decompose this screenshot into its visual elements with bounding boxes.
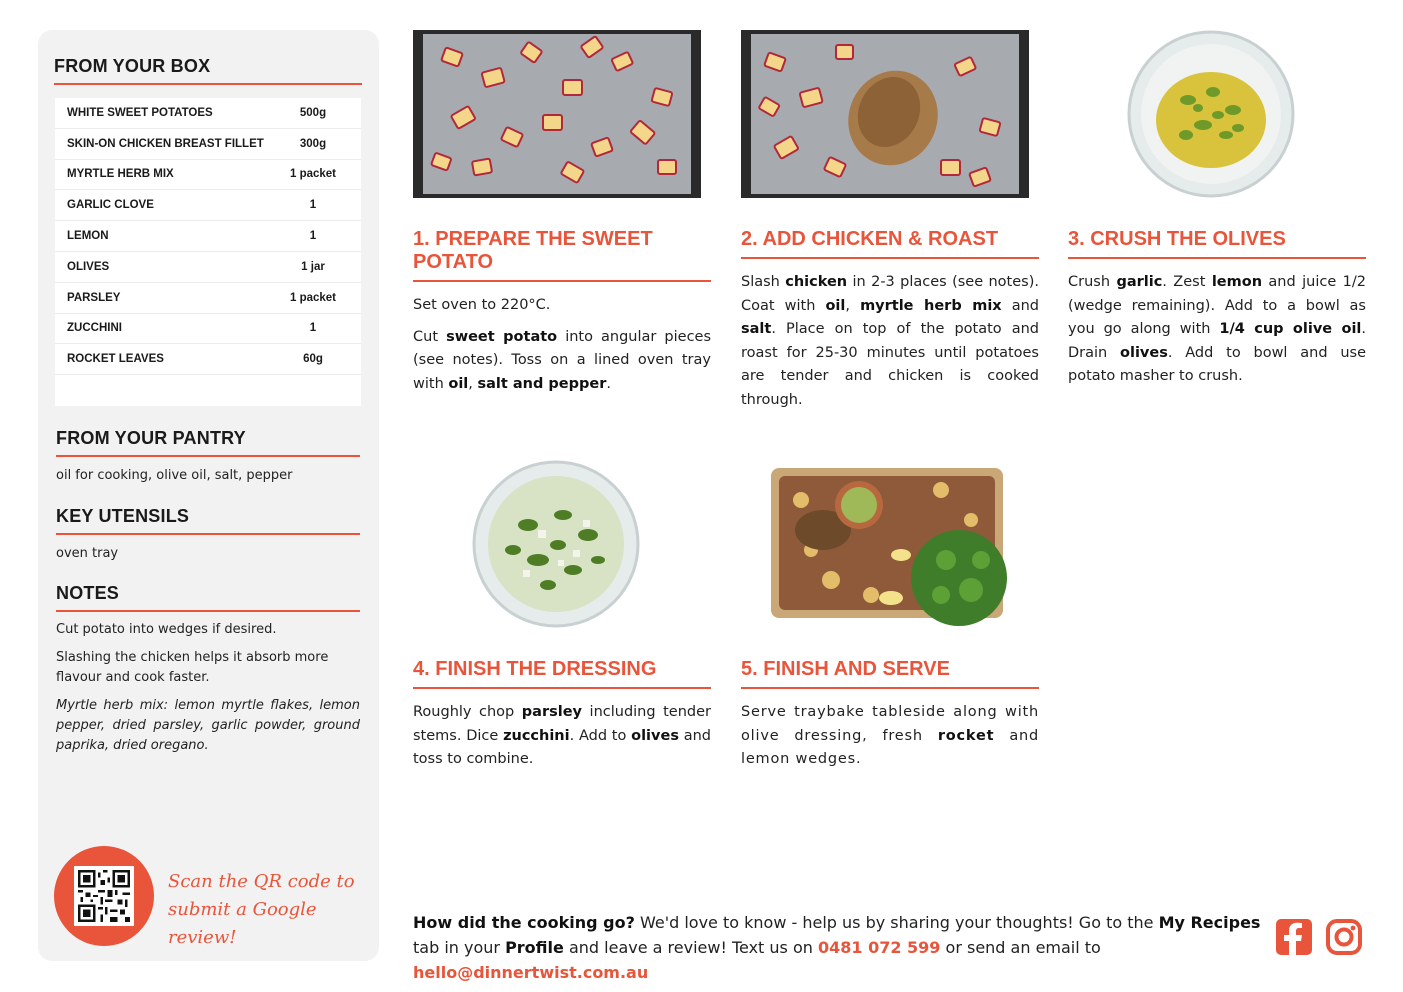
text-run: into angular pieces (see notes). Toss on a lined oven tray with: [413, 328, 712, 392]
feedback-footer: [413, 910, 1263, 985]
step-title: 1. PREPARE THE SWEET POTATO: [413, 228, 711, 282]
step-body: [413, 701, 711, 772]
tray-with-chicken-image: [741, 30, 1029, 198]
step-title: 2. ADD CHICKEN & ROAST: [741, 228, 1039, 259]
notes-heading: NOTES: [56, 583, 360, 612]
step-body: [741, 701, 1039, 772]
text-run: ,: [468, 375, 478, 392]
step-title: 4. FINISH THE DRESSING: [413, 658, 711, 689]
text-run: and juice 1/2 (wedge remaining). Add to a bowl as you go along with: [1068, 274, 1366, 337]
ingredient-row: [55, 160, 361, 191]
phone-link[interactable]: 0481 072 599: [817, 938, 941, 957]
footer-text: or send an email to: [940, 938, 1101, 957]
ingredients-table: [55, 98, 361, 406]
text-run: and lemon wedges.: [741, 727, 1039, 767]
text-run: and: [1001, 297, 1040, 314]
ingredient-qty: 500g: [299, 106, 327, 119]
step-3: [1068, 30, 1366, 389]
ingredient-row: [55, 344, 361, 375]
qr-badge[interactable]: [54, 846, 154, 946]
step-4: [413, 460, 711, 772]
footer-text: tab in your: [413, 938, 506, 957]
crushed-olives-bowl-image: [1068, 30, 1366, 198]
step-5: [741, 460, 1039, 772]
box-heading: FROM YOUR BOX: [54, 56, 362, 85]
ingredient-row: [55, 314, 361, 345]
ingredient-name: OLIVES: [67, 260, 110, 273]
text-run: Serve traybake tableside along with olive dressing, fresh: [741, 704, 1039, 744]
ingredient-qty: 300g: [299, 137, 327, 150]
ingredient-row: [55, 283, 361, 314]
ingredient-ref: salt and pepper: [477, 375, 607, 392]
ingredient-ref: olives: [1120, 344, 1168, 361]
ingredient-name: LEMON: [67, 230, 109, 243]
text-run: Cut: [413, 328, 447, 345]
step-text: [413, 701, 711, 772]
ingredient-ref: olives: [631, 727, 679, 744]
ingredient-ref: myrtle herb mix: [860, 297, 1002, 314]
footer-text: We'd love to know - help us by sharing your thoughts! Go to the: [634, 913, 1159, 932]
step-text: [1068, 271, 1366, 389]
text-run: in 2-3 places (see notes). Coat with: [741, 274, 1039, 314]
qr-code-icon: [74, 866, 134, 926]
ingredient-ref: parsley: [521, 704, 582, 720]
text-run: Roughly chop: [413, 704, 522, 720]
step-title: 5. FINISH AND SERVE: [741, 658, 1039, 689]
text-run: and toss to combine.: [413, 727, 711, 767]
my-recipes-ref: My Recipes: [1158, 913, 1261, 932]
ingredient-name: MYRTLE HERB MIX: [67, 168, 174, 181]
qr-caption: [168, 868, 379, 952]
ingredient-ref: rocket: [937, 727, 995, 744]
ingredient-ref: salt: [741, 321, 772, 337]
text-run: Slash: [741, 274, 786, 290]
ingredient-ref: lemon: [1211, 274, 1263, 290]
profile-ref: Profile: [505, 938, 564, 957]
footer-question: How did the cooking go?: [413, 913, 635, 932]
pantry-heading: FROM YOUR PANTRY: [56, 428, 360, 457]
text-run: . Drain: [1068, 321, 1366, 361]
ingredient-name: GARLIC CLOVE: [67, 199, 154, 212]
utensils-section: [56, 506, 360, 564]
ingredient-qty: 1 jar: [301, 260, 325, 273]
ingredient-row: [55, 98, 361, 129]
text-run: Crush: [1068, 274, 1117, 290]
step-body: [413, 294, 711, 396]
ingredient-ref: chicken: [785, 274, 848, 290]
facebook-icon[interactable]: [1275, 918, 1313, 956]
ingredient-ref: sweet potato: [446, 328, 558, 345]
step-body: [741, 271, 1039, 412]
pantry-section: [56, 428, 360, 486]
notes-section: [56, 583, 360, 756]
email-link[interactable]: hello@dinnertwist.com.au: [413, 963, 649, 982]
text-run: . Add to: [569, 727, 632, 744]
ingredient-row: [55, 221, 361, 252]
qr-caption-line: submit a Google review!: [168, 899, 317, 948]
ingredient-name: SKIN-ON CHICKEN BREAST FILLET: [67, 137, 264, 150]
utensils-text: oven tray: [56, 546, 119, 561]
text-run: including tender stems. Dice: [413, 704, 711, 744]
ingredient-row: [55, 129, 361, 160]
finished-traybake-image: [741, 460, 1039, 628]
dressing-bowl-image: [413, 460, 711, 628]
note-line: Myrtle herb mix: lemon myrtle flakes, lemon pepper, dried parsley, garlic powder, ground paprika, dried oregano.: [56, 698, 360, 753]
ingredient-name: ZUCCHINI: [67, 322, 122, 335]
text-run: . Add to bowl and use potato masher to crush.: [1068, 344, 1366, 384]
note-line: Cut potato into wedges if desired.: [56, 622, 277, 637]
ingredient-ref: 1/4 cup olive oil: [1219, 321, 1362, 337]
step-text: Set oven to 220°C.: [413, 297, 551, 313]
ingredient-qty: 1: [309, 322, 317, 335]
step-1: [413, 30, 711, 396]
ingredient-name: PARSLEY: [67, 291, 121, 304]
text-run: .: [606, 375, 611, 392]
pantry-text: oil for cooking, olive oil, salt, pepper: [56, 468, 293, 483]
step-body: [1068, 271, 1366, 389]
step-title: 3. CRUSH THE OLIVES: [1068, 228, 1366, 259]
step-text: [413, 326, 711, 397]
ingredient-qty: 1: [309, 199, 317, 212]
qr-caption-line: Scan the QR code to: [168, 871, 355, 892]
ingredient-ref: oil: [448, 375, 469, 392]
ingredient-row: [55, 252, 361, 283]
step-text: [741, 271, 1039, 412]
ingredient-qty: 1: [309, 230, 317, 243]
step-text: [741, 701, 1039, 772]
ingredient-ref: oil: [825, 297, 846, 314]
utensils-heading: KEY UTENSILS: [56, 506, 360, 535]
ingredient-name: ROCKET LEAVES: [67, 353, 164, 366]
instagram-icon[interactable]: [1325, 918, 1363, 956]
roasting-tray-potatoes-image: [413, 30, 701, 198]
sidebar: [38, 30, 379, 961]
ingredient-ref: zucchini: [503, 727, 570, 744]
text-run: . Place on top of the potato and roast for 25-30 minutes until potatoes are tender and chicken is cooked through.: [741, 321, 1039, 408]
ingredient-qty: 1 packet: [289, 291, 337, 304]
note-line: Slashing the chicken helps it absorb more flavour and cook faster.: [56, 650, 329, 685]
ingredient-ref: garlic: [1116, 274, 1163, 290]
ingredient-qty: 1 packet: [289, 168, 337, 181]
text-run: . Zest: [1162, 274, 1212, 290]
ingredient-qty: 60g: [303, 353, 323, 366]
footer-text: and leave a review! Text us on: [563, 938, 818, 957]
text-run: ,: [845, 297, 861, 314]
ingredient-name: WHITE SWEET POTATOES: [67, 106, 213, 119]
step-2: [741, 30, 1039, 412]
ingredient-row: [55, 190, 361, 221]
